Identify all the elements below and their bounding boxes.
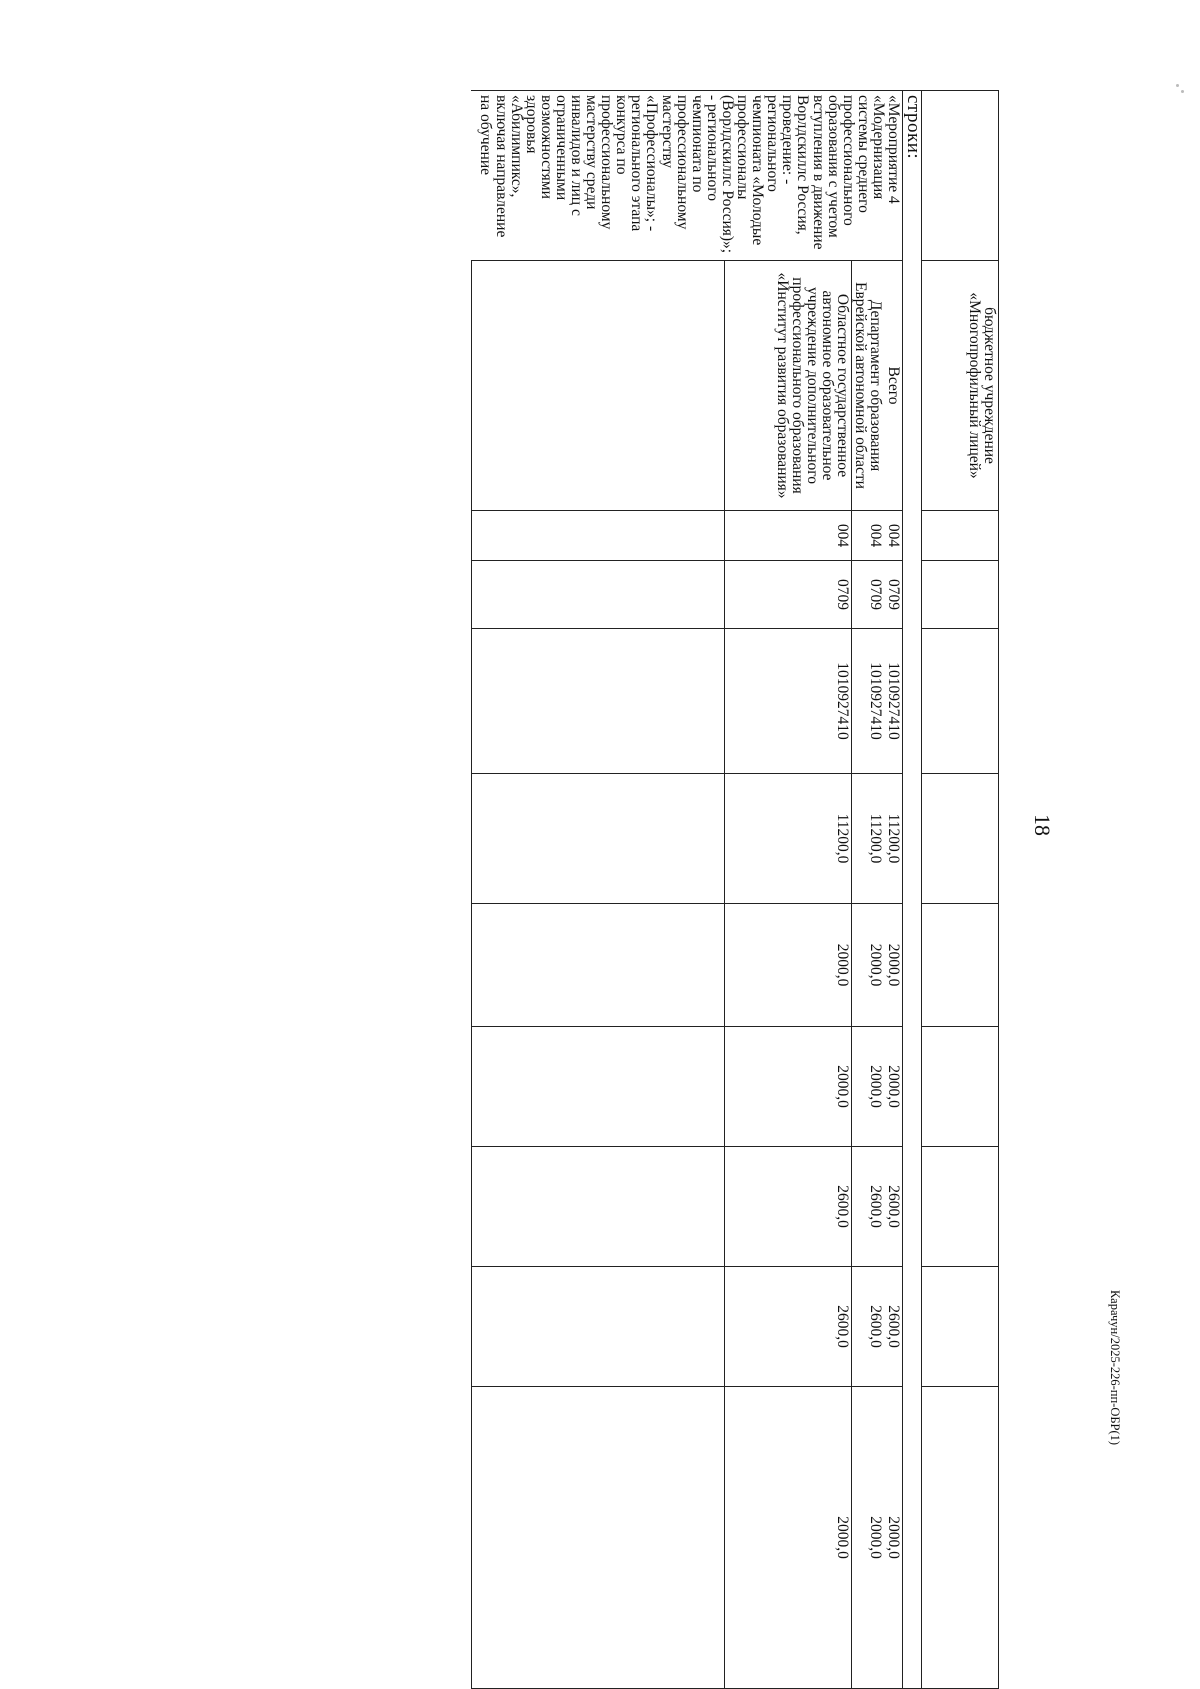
rzpr-institute: 0709: [725, 561, 852, 629]
empty-cell: [472, 261, 725, 511]
cell-prev-csr: [922, 629, 999, 774]
y3-total: 2600,0: [884, 1147, 903, 1267]
empty-cell: [472, 904, 725, 1027]
budget-table: [471, 90, 999, 1689]
cell-prev-institution: бюджетное учреждение «Многопрофильный лицей»: [922, 261, 999, 511]
cell-prev-event: [922, 91, 999, 261]
grbs-department: 004: [852, 511, 885, 561]
y3-institute: 2600,0: [725, 1147, 852, 1267]
y2-department: 2000,0: [852, 1027, 885, 1147]
y1-department: 2000,0: [852, 904, 885, 1027]
executor-department: Департамент образования Еврейской автономной области: [852, 261, 885, 511]
empty-cell: [472, 1027, 725, 1147]
csr-department: 1010927410: [852, 629, 885, 774]
y1-total: 2000,0: [884, 904, 903, 1027]
y5-total: 2000,0: [884, 1387, 903, 1689]
cell-prev-grbs: [922, 511, 999, 561]
table-row-previous: [922, 91, 999, 1689]
csr-institute: 1010927410: [725, 629, 852, 774]
sum-department: 11200,0: [852, 774, 885, 904]
section-label: строки:: [903, 91, 922, 1689]
cell-prev-y2: [922, 1027, 999, 1147]
rzpr-department: 0709: [852, 561, 885, 629]
document-code: Карачун/2025-226-пп-ОБР(1): [1108, 1290, 1122, 1446]
event-description: «Мероприятие 4 «Модернизация системы среднего профессионального образования с учетом вступления в движение Ворлдскиллс Россия, проведение: - регионального чемпионата «Молодые профессионалы (Ворлдскиллс Россия)»; - регионального чемпионата по профессиональному мастерству «Профессионалы»; - регионального этапа конкурса по профессиональному мастерству среди инвалидов и лиц с ограниченными возможностями здоровья «Абилимпикс», включая направление на обучение: [472, 91, 903, 261]
cell-prev-rzpr: [922, 561, 999, 629]
y5-institute: 2000,0: [725, 1387, 852, 1689]
rzpr-total: 0709: [884, 561, 903, 629]
y5-department: 2000,0: [852, 1387, 885, 1689]
cell-prev-y3: [922, 1147, 999, 1267]
empty-cell: [472, 1387, 725, 1689]
empty-cell: [472, 561, 725, 629]
empty-cell: [472, 1267, 725, 1387]
page-number: 18: [1030, 814, 1055, 836]
table-row-empty: [472, 91, 725, 1689]
csr-total: 1010927410: [884, 629, 903, 774]
cell-prev-y5: [922, 1387, 999, 1689]
y2-total: 2000,0: [884, 1027, 903, 1147]
sum-institute: 11200,0: [725, 774, 852, 904]
cell-prev-y4: [922, 1267, 999, 1387]
table-row-department: [852, 91, 885, 1689]
cell-prev-total: [922, 774, 999, 904]
table-row-institute: [725, 91, 852, 1689]
empty-cell: [472, 774, 725, 904]
y3-department: 2600,0: [852, 1147, 885, 1267]
cell-prev-y1: [922, 904, 999, 1027]
y2-institute: 2000,0: [725, 1027, 852, 1147]
executor-institute: Областное государственное автономное образовательное учреждение дополнительного профессионального образования «Институт развития образования»: [725, 261, 852, 511]
empty-cell: [472, 629, 725, 774]
empty-cell: [472, 511, 725, 561]
y4-total: 2600,0: [884, 1267, 903, 1387]
grbs-institute: 004: [725, 511, 852, 561]
y4-institute: 2600,0: [725, 1267, 852, 1387]
sum-total: 11200,0: [884, 774, 903, 904]
table-row-total: [884, 91, 903, 1689]
empty-cell: [472, 1147, 725, 1267]
grbs-total: 004: [884, 511, 903, 561]
y4-department: 2600,0: [852, 1267, 885, 1387]
y1-institute: 2000,0: [725, 904, 852, 1027]
section-label-row: [903, 91, 922, 1689]
executor-total: Всего: [884, 261, 903, 511]
